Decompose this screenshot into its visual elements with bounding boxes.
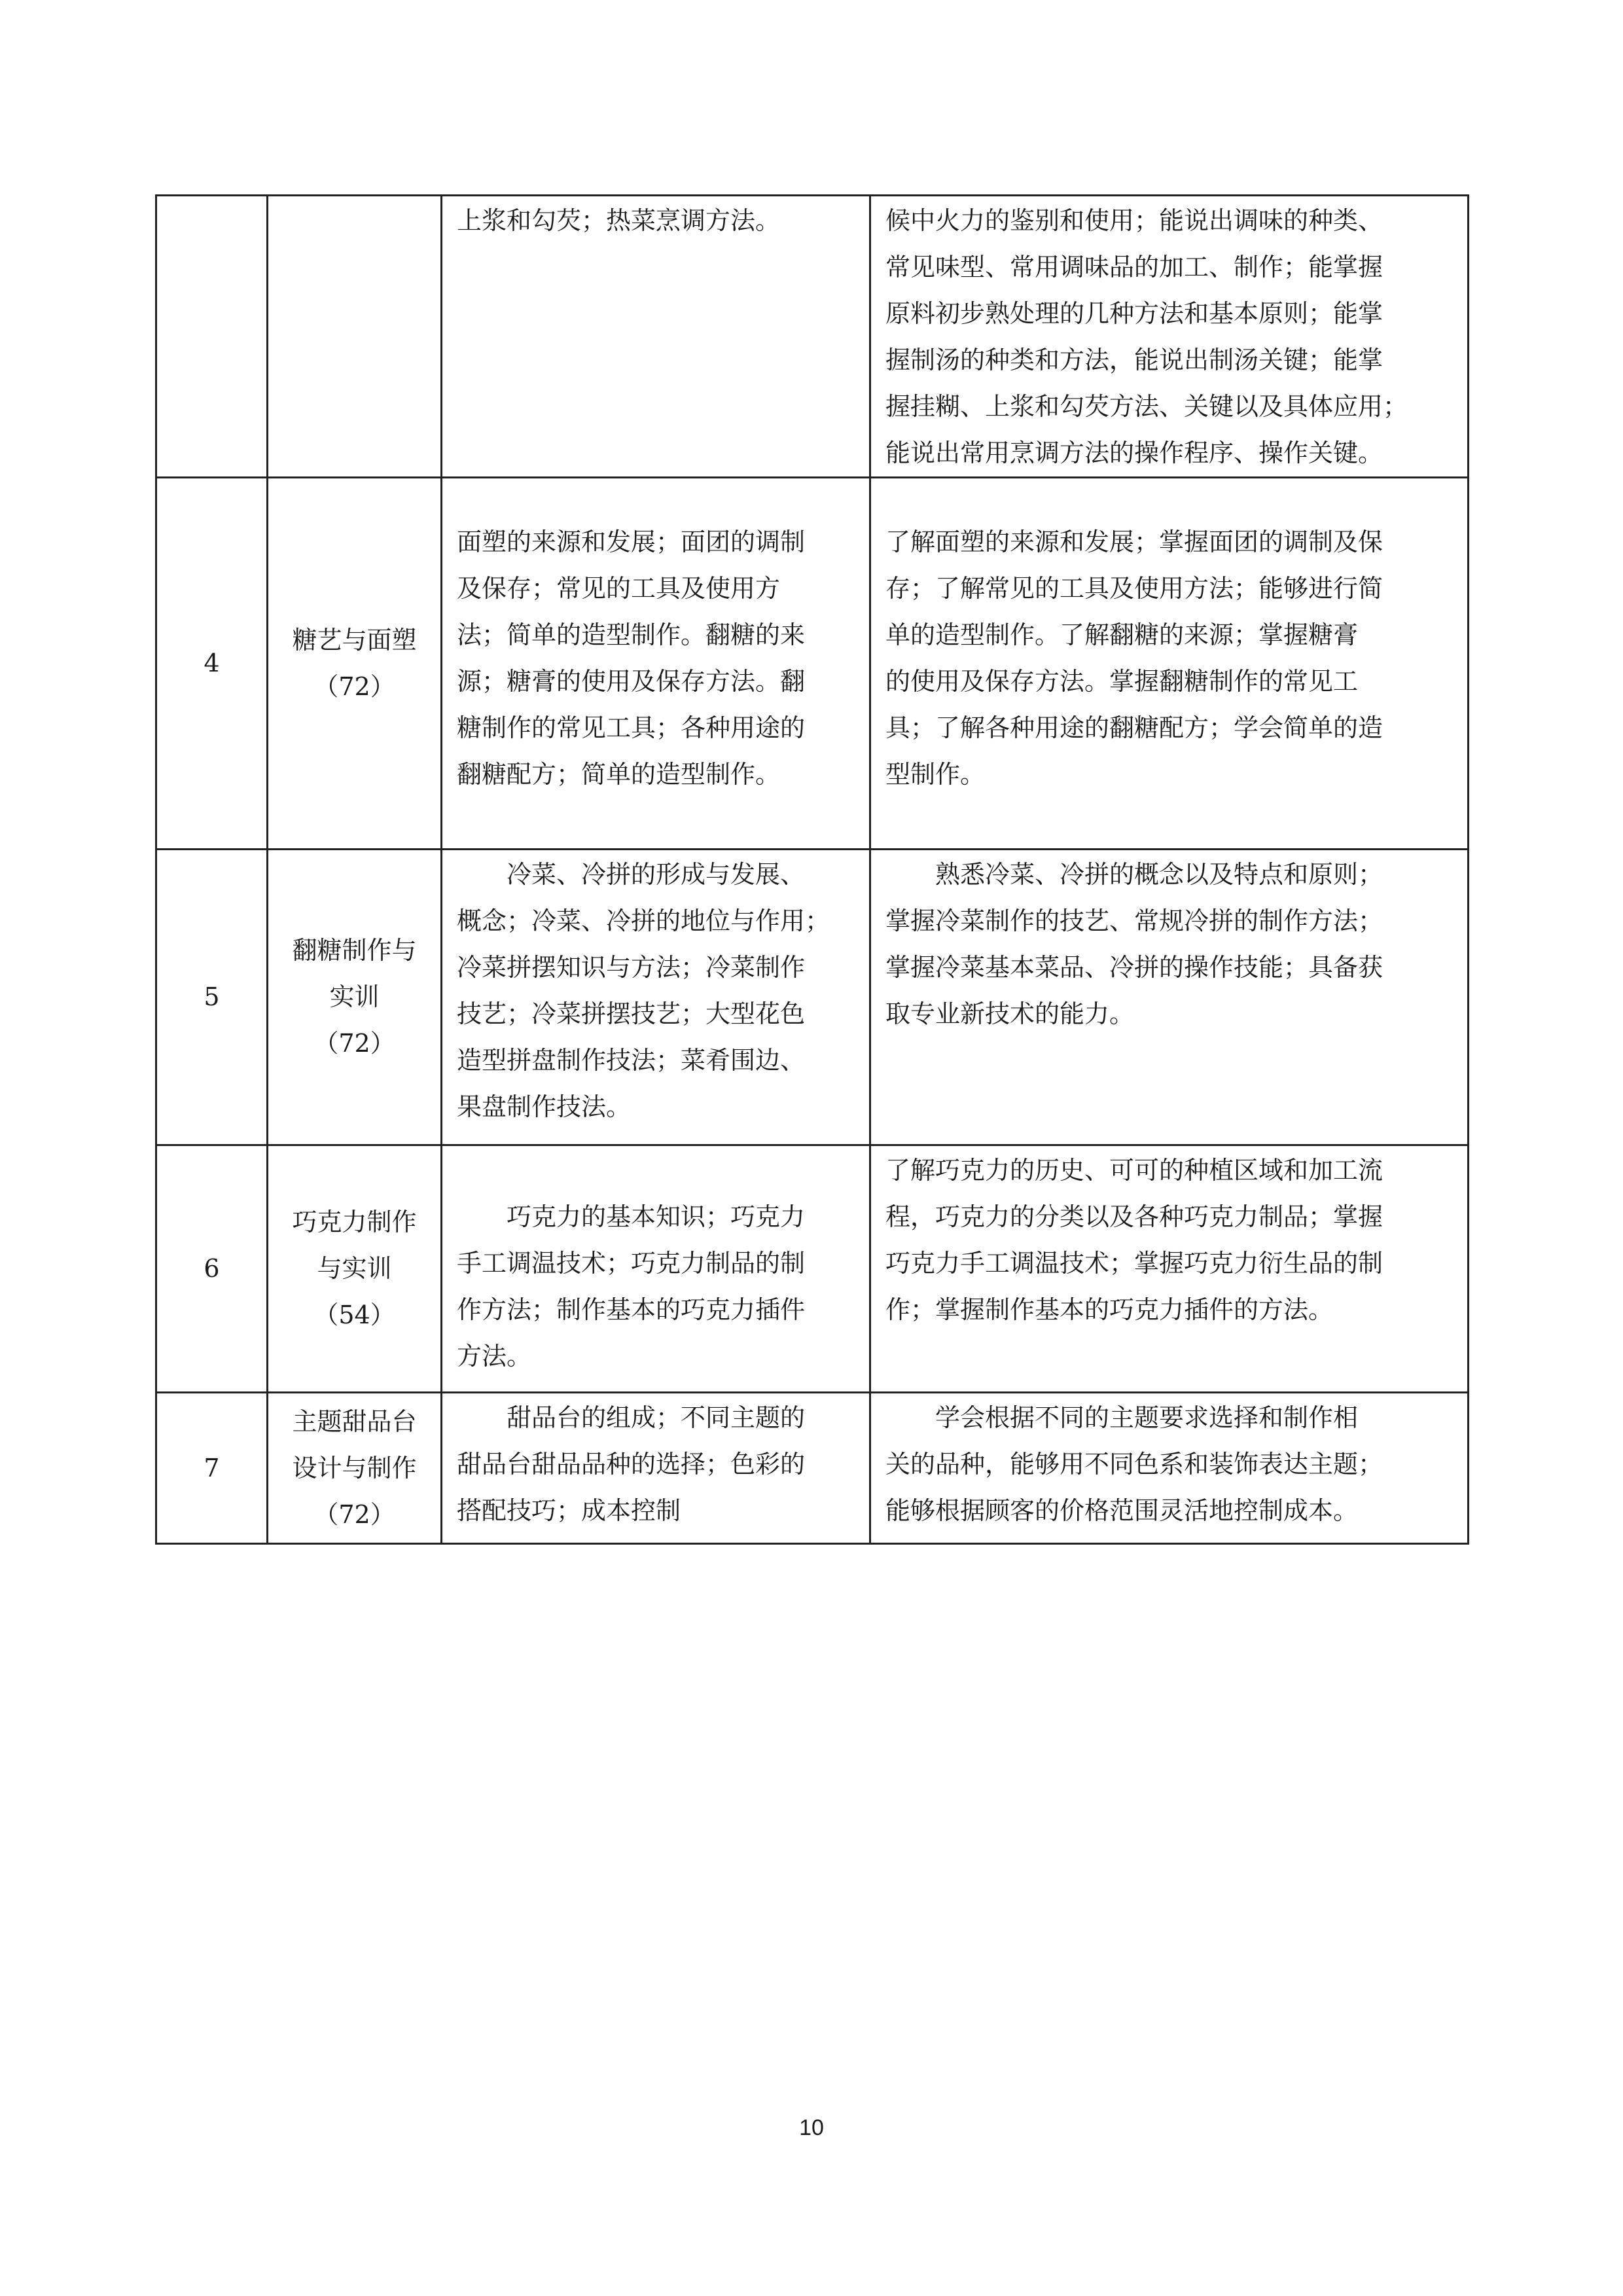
course-content-cell [442,478,870,850]
course-name: 翻糖制作与 实训 （72） [292,936,417,1058]
table-row [156,1393,1469,1544]
indented-first-line: 冷菜、冷拼的形成与发展、 [507,860,806,889]
course-content: 巧克力的基本知识；巧克力 手工调温技术；巧克力制品的制 作方法；制作基本的巧克力插件 方法。 [457,1202,806,1371]
course-number: 4 [204,649,220,677]
course-number-cell [156,1393,268,1544]
course-content-cell [442,850,870,1145]
course-number-cell [156,196,268,478]
course-number: 7 [204,1453,220,1482]
table-row [156,478,1469,850]
course-name-cell [268,196,442,478]
course-content-cell [442,1145,870,1393]
course-goal-cell [870,478,1469,850]
indented-first-line: 甜品台的组成；不同主题的 [507,1403,806,1432]
course-name: 糖艺与面塑 （72） [292,625,417,701]
course-goal-cell [870,196,1469,478]
course-number-cell [156,850,268,1145]
course-name-cell [268,1145,442,1393]
course-name: 巧克力制作 与实训 （54） [292,1208,417,1329]
course-number-cell [156,1145,268,1393]
course-name-cell [268,478,442,850]
course-content: 上浆和勾芡；热菜烹调方法。 [457,206,781,235]
course-number-cell [156,478,268,850]
course-number: 6 [204,1254,220,1283]
course-goal: 候中火力的鉴别和使用；能说出调味的种类、 常见味型、常用调味品的加工、制作；能掌握 原料初步熟处理的几种方法和基本原则；能掌 握制汤的种类和方法，能说出制汤关键；能掌 握挂糊、上浆和勾芡方法、关键以及具体应用； 能说出常用烹调方法的操作程序、操作关键。 [885,206,1408,467]
table-row [156,850,1469,1145]
table-row [156,1145,1469,1393]
course-goal-cell [870,1393,1469,1544]
course-content-cell [442,196,870,478]
course-goal: 了解巧克力的历史、可可的种植区域和加工流 程，巧克力的分类以及各种巧克力制品；掌握 巧克力手工调温技术；掌握巧克力衍生品的制 作；掌握制作基本的巧克力插件的方法。 [885,1156,1383,1324]
course-name-cell [268,850,442,1145]
course-content: 面塑的来源和发展；面团的调制 及保存；常见的工具及使用方 法；简单的造型制作。翻糖的来 源；糖膏的使用及保存方法。翻 糖制作的常见工具；各种用途的 翻糖配方；简单的造型制作。 [457,528,806,789]
course-content: 冷菜、冷拼的形成与发展、 概念；冷菜、冷拼的地位与作用； 冷菜拼摆知识与方法；冷菜制作 技艺；冷菜拼摆技艺；大型花色 造型拼盘制作技法；菜肴围边、 果盘制作技法。 [457,860,830,1121]
course-table [155,194,1469,1545]
course-name: 主题甜品台 设计与制作 （72） [292,1407,417,1529]
table-row [156,196,1469,478]
indented-first-line: 学会根据不同的主题要求选择和制作相 [935,1403,1359,1432]
course-number: 5 [204,982,220,1011]
course-goal: 了解面塑的来源和发展；掌握面团的调制及保 存；了解常见的工具及使用方法；能够进行简 单的造型制作。了解翻糖的来源；掌握糖膏 的使用及保存方法。掌握翻糖制作的常见工 具；了解各种用途的翻糖配方；学会简单的造 型制作。 [885,528,1383,789]
indented-first-line: 巧克力的基本知识；巧克力 [507,1202,806,1231]
course-goal-cell [870,1145,1469,1393]
course-name-cell [268,1393,442,1544]
course-goal-cell [870,850,1469,1145]
course-content-cell [442,1393,870,1544]
indented-first-line: 熟悉冷菜、冷拼的概念以及特点和原则； [935,860,1383,889]
page-number: 10 [799,2115,824,2140]
course-goal: 熟悉冷菜、冷拼的概念以及特点和原则； 掌握冷菜制作的技艺、常规冷拼的制作方法； 掌握冷菜基本菜品、冷拼的操作技能；具备获 取专业新技术的能力。 [885,860,1383,1028]
course-goal: 学会根据不同的主题要求选择和制作相 关的品种，能够用不同色系和装饰表达主题； 能够根据顾客的价格范围灵活地控制成本。 [885,1403,1383,1525]
course-content: 甜品台的组成；不同主题的 甜品台甜品品种的选择；色彩的 搭配技巧；成本控制 [457,1403,806,1525]
